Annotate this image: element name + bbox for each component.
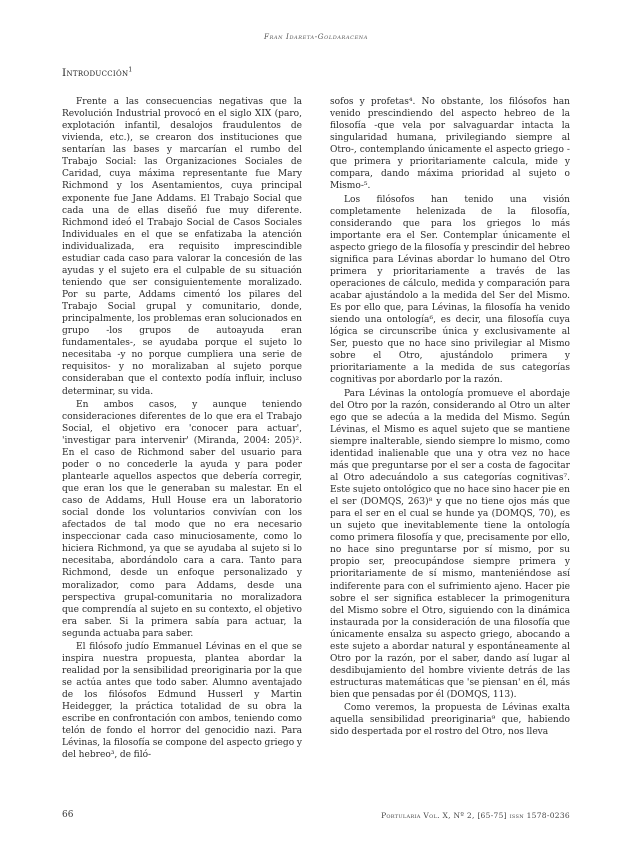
paragraph-ontology: Para Lévinas la ontología promueve el abordaje del Otro por la razón, considerando al Otro un alter ego que se adecúa a la medida del Mismo. Según Lévinas, el Mismo es aquel sujeto que se mantiene siempre inalterable, siendo siempre lo mismo, como identidad inalienable que una y otra vez no hace más que preguntarse por el ser a costa de fagocitar al Otro adecuándolo a sus categorías cognitivas⁷. Este sujeto ontológico que no hace sino hacer pie en el ser (DOMQS, 263)⁸ y que no tiene ojos más que para el ser en el cual se hunde ya (DOMQS, 70), es un sujeto que inevitablemente tiene la ontología como primera filosofía y que, precisamente por ello, no hace sino preguntarse por sí mismo, por su propio ser, preocupándose siempre primera y prioritariamente de sí mismo, manteniéndose así indiferente para con el sufrimiento ajeno. Hacer pie sobre el ser significa establecer la primogenitura del Mismo sobre el Otro, siguiendo con la dinámica instaurada por la consideración de una filosofía que únicamente ensalza su aspecto griego, abocando a este sujeto a abordar natural y espontáneamente al Otro por la razón, por el saber, dando así lugar al desdibujamiento del hombre viviente detrás de las estructuras matemáticas que 'se piensan' en él, más bien que pensadas por él (DOMQS, 113). [330, 388, 570, 701]
left-column [62, 96, 302, 762]
section-title-footnote-ref: 1 [128, 66, 133, 74]
paragraph-intro-2: En ambos casos, y aunque teniendo consideraciones diferentes de lo que era el Trabajo Social, el objetivo era 'conocer para actuar', 'investigar para intervenir' (Miranda, 2004: 205)². En el caso de Richmond saber del usuario para poder o no concederle la ayuda y para poder plantearle aquellos aspectos que debería corregir, que eran los que le generaban su malestar. En el caso de Addams, Hull House era un laboratorio social donde los voluntarios convivían con los afectados de tal modo que no era necesario inspeccionar cada caso minuciosamente, como lo hiciera Richmond, ya que se ayudaba al sujeto si lo necesitaba, abordándolo cara a cara. Tanto para Richmond, desde un enfoque personalizado y moralizador, como para Addams, desde una perspectiva grupal-comunitaria no moralizadora que comprendía al sujeto en su contexto, el objetivo era saber. Si la primera sabía para actuar, la segunda actuaba para saber. [62, 399, 302, 639]
right-column [330, 96, 570, 739]
paragraph-continued: sofos y profetas⁴. No obstante, los filósofos han venido prescindiendo del aspecto hebreo de la filosofía -que vela por salvaguardar intacta la singularidad humana, privilegiando siempre al Otro-, contemplando únicamente el aspecto griego -que primera y prioritariamente calcula, mide y compara, dando máxima prioridad al sujeto o Mismo-⁵. [330, 97, 570, 192]
paragraph-intro-1: Frente a las consecuencias negativas que la Revolución Industrial provocó en el siglo XIX (paro, explotación infantil, desalojos fraudulentos de vivienda, etc.), se crearon dos instituciones que sentarían las bases y marcarían el rumbo del Trabajo Social: las Organizaciones Sociales de Caridad, cuya máxima representante fue Mary Richmond y los Asentamientos, cuya principal exponente fue Jane Addams. El Trabajo Social que cada una de ellas diseñó fue muy diferente. Richmond ideó el Trabajo Social de Casos Sociales Individuales en el que se enfatizaba la atención individualizada, era requisito imprescindible estudiar cada caso para valorar la concesión de las ayudas y el sujeto era el culpable de su situación teniendo que ser consiguientemente moralizado. Por su parte, Addams cimentó los pilares del Trabajo Social grupal y comunitario, donde, principalmente, los problemas eran solucionados en grupo -los grupos de autoayuda eran fundamentales-, se ayudaba porque el sujeto lo necesitaba -y no porque cumpliera una serie de requisitos- y no moralizaban al sujeto porque consideraban que el contexto podía influir, incluso determinar, su vida. [62, 97, 302, 397]
paragraph-helenized: Los filósofos han tenido una visión completamente helenizada de la filosofía, considerando que para los griegos lo más importante era el Ser. Contemplar únicamente el aspecto griego de la filosofía y prescindir del hebreo significa para Lévinas abordar lo humano del Otro primera y prioritariamente a través de las operaciones de cálculo, medida y comparación para acabar ajustándolo a la medida del Ser del Mismo. Es por ello que, para Lévinas, la filosofía ha venido siendo una ontología⁶, es decir, una filosofía cuya lógica se circunscribe única y exclusivamente al Ser, puesto que no hace sino privilegiar al Mismo sobre el Otro, ajustándolo primera y prioritariamente a la medida de sus categorías cognitivas por abordarlo por la razón. [330, 194, 570, 386]
section-title [62, 67, 133, 79]
paragraph-proposal: Como veremos, la propuesta de Lévinas exalta aquella sensibilidad preoriginaria⁹ que, habiendo sido despertada por el rostro del Otro, nos lleva [330, 703, 570, 738]
journal-footer: Portularia Vol. X, Nº 2, [65-75] issn 1578-0236 [381, 811, 570, 820]
section-title-text: Introducción [62, 67, 129, 79]
page-number: 66 [62, 810, 74, 820]
paragraph-intro-3: El filósofo judío Emmanuel Lévinas en el que se inspira nuestra propuesta, plantea abordar la realidad por la sensibilidad preoriginaria por la que se actúa antes que todo saber. Alumno aventajado de los filósofos Edmund Husserl y Martin Heidegger, la práctica totalidad de su obra la escribe en confrontación con ambos, teniendo como telón de fondo el horror del genocidio nazi. Para Lévinas, la filosofía se compone del aspecto griego y del hebreo³, de filó- [62, 641, 302, 761]
running-head: Fran Idareta-Goldaracena [263, 32, 368, 41]
